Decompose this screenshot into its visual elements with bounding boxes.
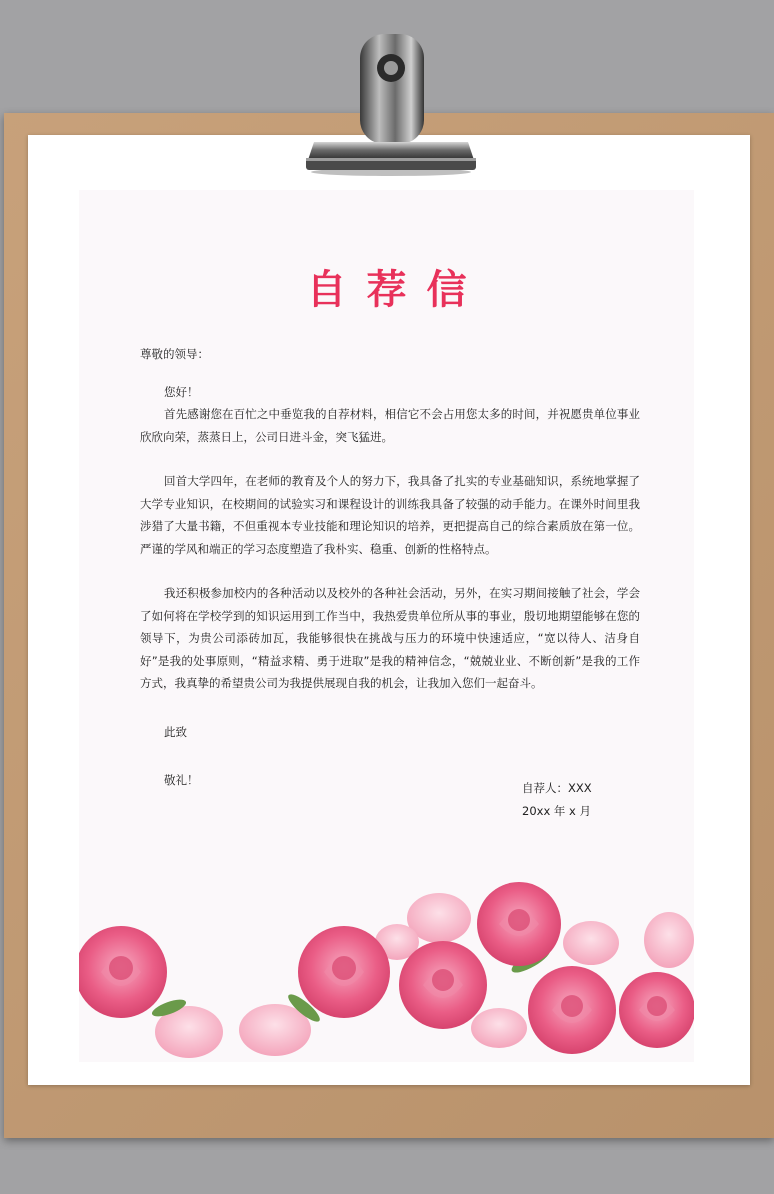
pink-roses-decoration xyxy=(79,880,694,1062)
binder-clip-icon xyxy=(300,24,480,176)
paragraph-2: 回首大学四年，在老师的教育及个人的努力下，我具备了扎实的专业基础知识，系统地掌握了大学专业知识，在校期间的试验实习和课程设计的训练我具备了较强的动手能力。在课外时间里我涉猎了大量书籍，不但重视本专业技能和理论知识的培养，更把提高自己的综合素质放在第一位。严谨的学风和端正的学习态度塑造了我朴实、稳重、创新的性格特点。 xyxy=(140,474,640,556)
greeting: 您好！ xyxy=(164,384,199,399)
signature-block xyxy=(522,777,592,822)
closing-line-2: 敬礼！ xyxy=(164,773,199,787)
date: 20xx 年 x 月 xyxy=(522,803,592,818)
closing-line-1: 此致 xyxy=(164,724,187,739)
page-title: 自荐信 xyxy=(306,267,487,313)
signer: 自荐人：XXX xyxy=(522,781,592,795)
paragraph-3: 我还积极参加校内的各种活动以及校外的各种社会活动，另外，在实习期间接触了社会，学会了如何将在学校学到的知识运用到工作当中，我热爱贵单位所从事的事业，殷切地期望能够在您的领导下，为贵公司添砖加瓦，我能够很快在挑战与压力的环境中快速适应，“宽以待人、洁身自好”是我的处事原则，“精益求精、勇于进取”是我的精神信念，“兢兢业业、不断创新”是我的工作方式，我真挚的希望贵公司为我提供展现自我的机会，让我加入您们一起奋斗。 xyxy=(140,586,640,690)
paragraph-1: 首先感谢您在百忙之中垂览我的自荐材料，相信它不会占用您太多的时间，并祝愿贵单位事业欣欣向荣，蒸蒸日上，公司日进斗金，突飞猛进。 xyxy=(140,407,640,444)
letter-body xyxy=(140,343,640,792)
salutation: 尊敬的领导： xyxy=(140,347,209,361)
letter-page xyxy=(79,190,694,1062)
